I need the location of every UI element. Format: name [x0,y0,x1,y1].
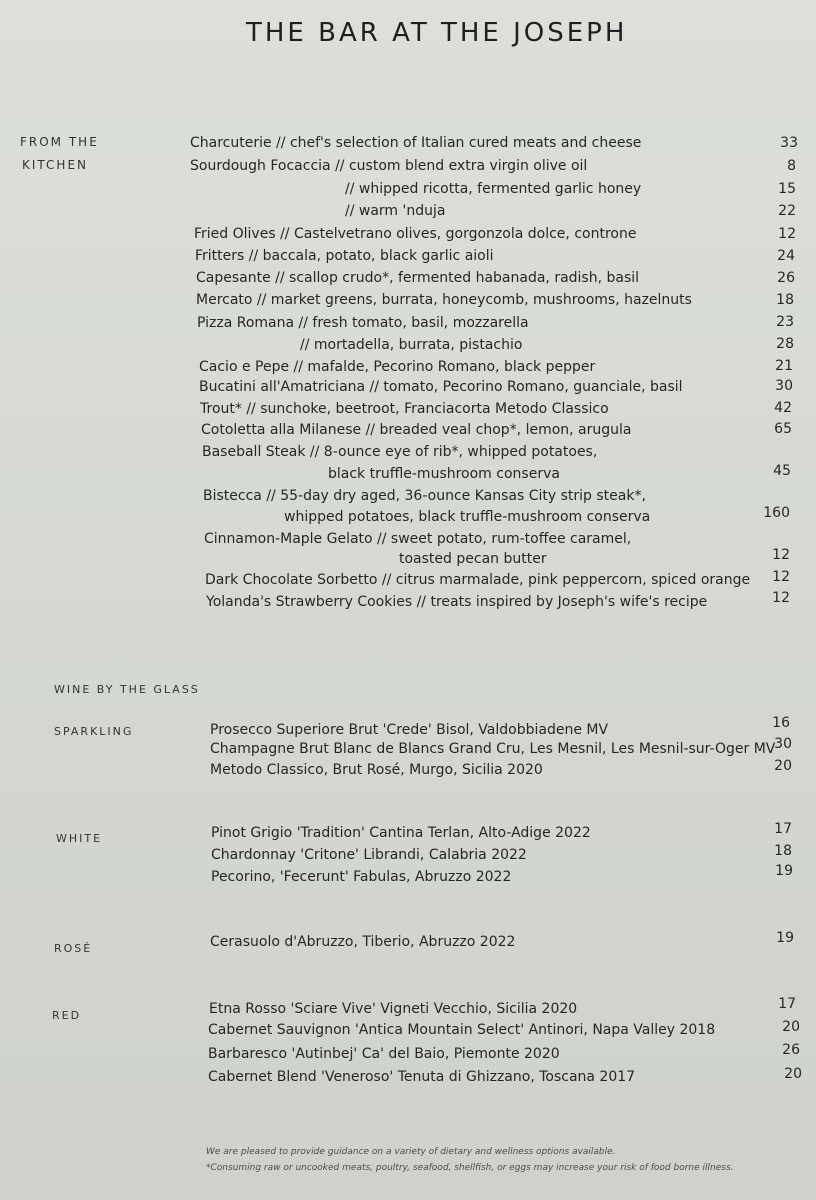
wine-item-chardonnay: Chardonnay 'Critone' Librandi, Calabria 2022 [211,847,527,863]
wine-item-prosecco: Prosecco Superiore Brut 'Crede' Bisol, Valdobbiadene MV [210,722,609,738]
wine-item-price: 19 [775,863,793,879]
wine-item-price: 18 [774,843,792,859]
menu-item-price: 45 [773,463,791,479]
menu-item-price: 22 [778,203,796,219]
menu-item-price: 65 [774,421,792,437]
wine-item-price: 17 [778,996,796,1012]
kitchen-section-label-line1: FROM THE [20,135,99,149]
menu-item-price: 160 [763,505,790,521]
wine-item-price: 20 [782,1019,800,1035]
menu-item-price: 24 [777,248,795,264]
menu-item-focaccia-nduja: // warm 'nduja [345,203,446,219]
wine-item-metodo-classico: Metodo Classico, Brut Rosé, Murgo, Sicilia 2020 [210,762,543,778]
wine-item-price: 26 [782,1042,800,1058]
menu-item-cotoletta: Cotoletta alla Milanese // breaded veal chop*, lemon, arugula [201,422,632,438]
menu-item-price: 18 [776,292,794,308]
wine-item-cerasuolo: Cerasuolo d'Abruzzo, Tiberio, Abruzzo 2022 [210,934,516,950]
wine-item-barbaresco: Barbaresco 'Autinbej' Ca' del Baio, Piemonte 2020 [208,1046,560,1062]
menu-item-price: 42 [774,400,792,416]
menu-item-bistecca-cont: whipped potatoes, black truffle-mushroom conserva [284,509,651,525]
wine-section-label: WINE BY THE GLASS [54,683,200,696]
menu-item-mercato: Mercato // market greens, burrata, honeycomb, mushrooms, hazelnuts [196,292,692,308]
menu-item-gelato-cont: toasted pecan butter [399,551,547,567]
menu-item-pizza-mortadella: // mortadella, burrata, pistachio [300,337,523,353]
wine-item-price: 19 [776,930,794,946]
wine-item-price: 20 [774,758,792,774]
sparkling-label: SPARKLING [54,725,134,738]
menu-item-price: 15 [778,181,796,197]
menu-item-price: 12 [772,569,790,585]
menu-item-price: 12 [778,226,796,242]
menu-item-capesante: Capesante // scallop crudo*, fermented habanada, radish, basil [196,270,640,286]
menu-item-price: 30 [775,378,793,394]
wine-item-etna-rosso: Etna Rosso 'Sciare Vive' Vigneti Vecchio, Sicilia 2020 [209,1001,578,1017]
wine-item-price: 20 [784,1066,802,1082]
wine-item-price: 30 [774,736,792,752]
menu-item-sorbetto: Dark Chocolate Sorbetto // citrus marmalade, pink peppercorn, spiced orange [205,572,751,588]
menu-item-price: 33 [780,135,798,151]
white-label: WHITE [56,832,103,845]
menu-item-charcuterie: Charcuterie // chef's selection of Italian cured meats and cheese [190,135,642,151]
wine-item-pinot-grigio: Pinot Grigio 'Tradition' Cantina Terlan, Alto-Adige 2022 [211,825,591,841]
menu-item-focaccia-ricotta: // whipped ricotta, fermented garlic honey [345,181,642,197]
wine-item-cabernet-blend: Cabernet Blend 'Veneroso' Tenuta di Ghizzano, Toscana 2017 [208,1069,636,1085]
menu-item-price: 12 [772,590,790,606]
menu-item-pizza-romana: Pizza Romana // fresh tomato, basil, mozzarella [197,315,529,331]
menu-item-price: 26 [777,270,795,286]
wine-item-price: 17 [774,821,792,837]
menu-item-price: 23 [776,314,794,330]
menu-item-price: 12 [772,547,790,563]
menu-item-baseball-steak: Baseball Steak // 8-ounce eye of rib*, whipped potatoes, [202,444,598,460]
menu-item-bucatini: Bucatini all'Amatriciana // tomato, Pecorino Romano, guanciale, basil [199,379,683,395]
menu-item-fritters: Fritters // baccala, potato, black garlic aioli [195,248,494,264]
rose-label: ROSÉ [54,942,93,955]
menu-item-gelato: Cinnamon-Maple Gelato // sweet potato, rum-toffee caramel, [204,531,632,547]
menu-item-focaccia: Sourdough Focaccia // custom blend extra virgin olive oil [190,158,588,174]
footnote-dietary: We are pleased to provide guidance on a variety of dietary and wellness options available. [206,1147,616,1157]
menu-item-price: 28 [776,336,794,352]
wine-item-pecorino: Pecorino, 'Fecerunt' Fabulas, Abruzzo 2022 [211,869,512,885]
menu-item-price: 21 [775,358,793,374]
menu-item-cacio-e-pepe: Cacio e Pepe // mafalde, Pecorino Romano, black pepper [199,359,596,375]
page-title: THE BAR AT THE JOSEPH [246,18,628,48]
footnote-raw-food-warning: *Consuming raw or uncooked meats, poultry, seafood, shellfish, or eggs may increase your risk of food borne illness. [206,1163,734,1173]
wine-item-price: 16 [772,715,790,731]
menu-item-bistecca: Bistecca // 55-day dry aged, 36-ounce Kansas City strip steak*, [203,488,646,504]
menu-item-baseball-steak-cont: black truffle-mushroom conserva [328,466,560,482]
wine-item-cabernet-sauvignon: Cabernet Sauvignon 'Antica Mountain Select' Antinori, Napa Valley 2018 [208,1022,716,1038]
red-label: RED [52,1009,82,1022]
wine-item-champagne: Champagne Brut Blanc de Blancs Grand Cru, Les Mesnil, Les Mesnil-sur-Oger MV [210,741,776,757]
menu-item-price: 8 [787,158,796,174]
menu-item-fried-olives: Fried Olives // Castelvetrano olives, gorgonzola dolce, controne [194,226,637,242]
menu-item-trout: Trout* // sunchoke, beetroot, Franciacorta Metodo Classico [200,401,609,417]
menu-item-strawberry-cookies: Yolanda's Strawberry Cookies // treats inspired by Joseph's wife's recipe [206,594,708,610]
kitchen-section-label-line2: KITCHEN [22,158,88,172]
